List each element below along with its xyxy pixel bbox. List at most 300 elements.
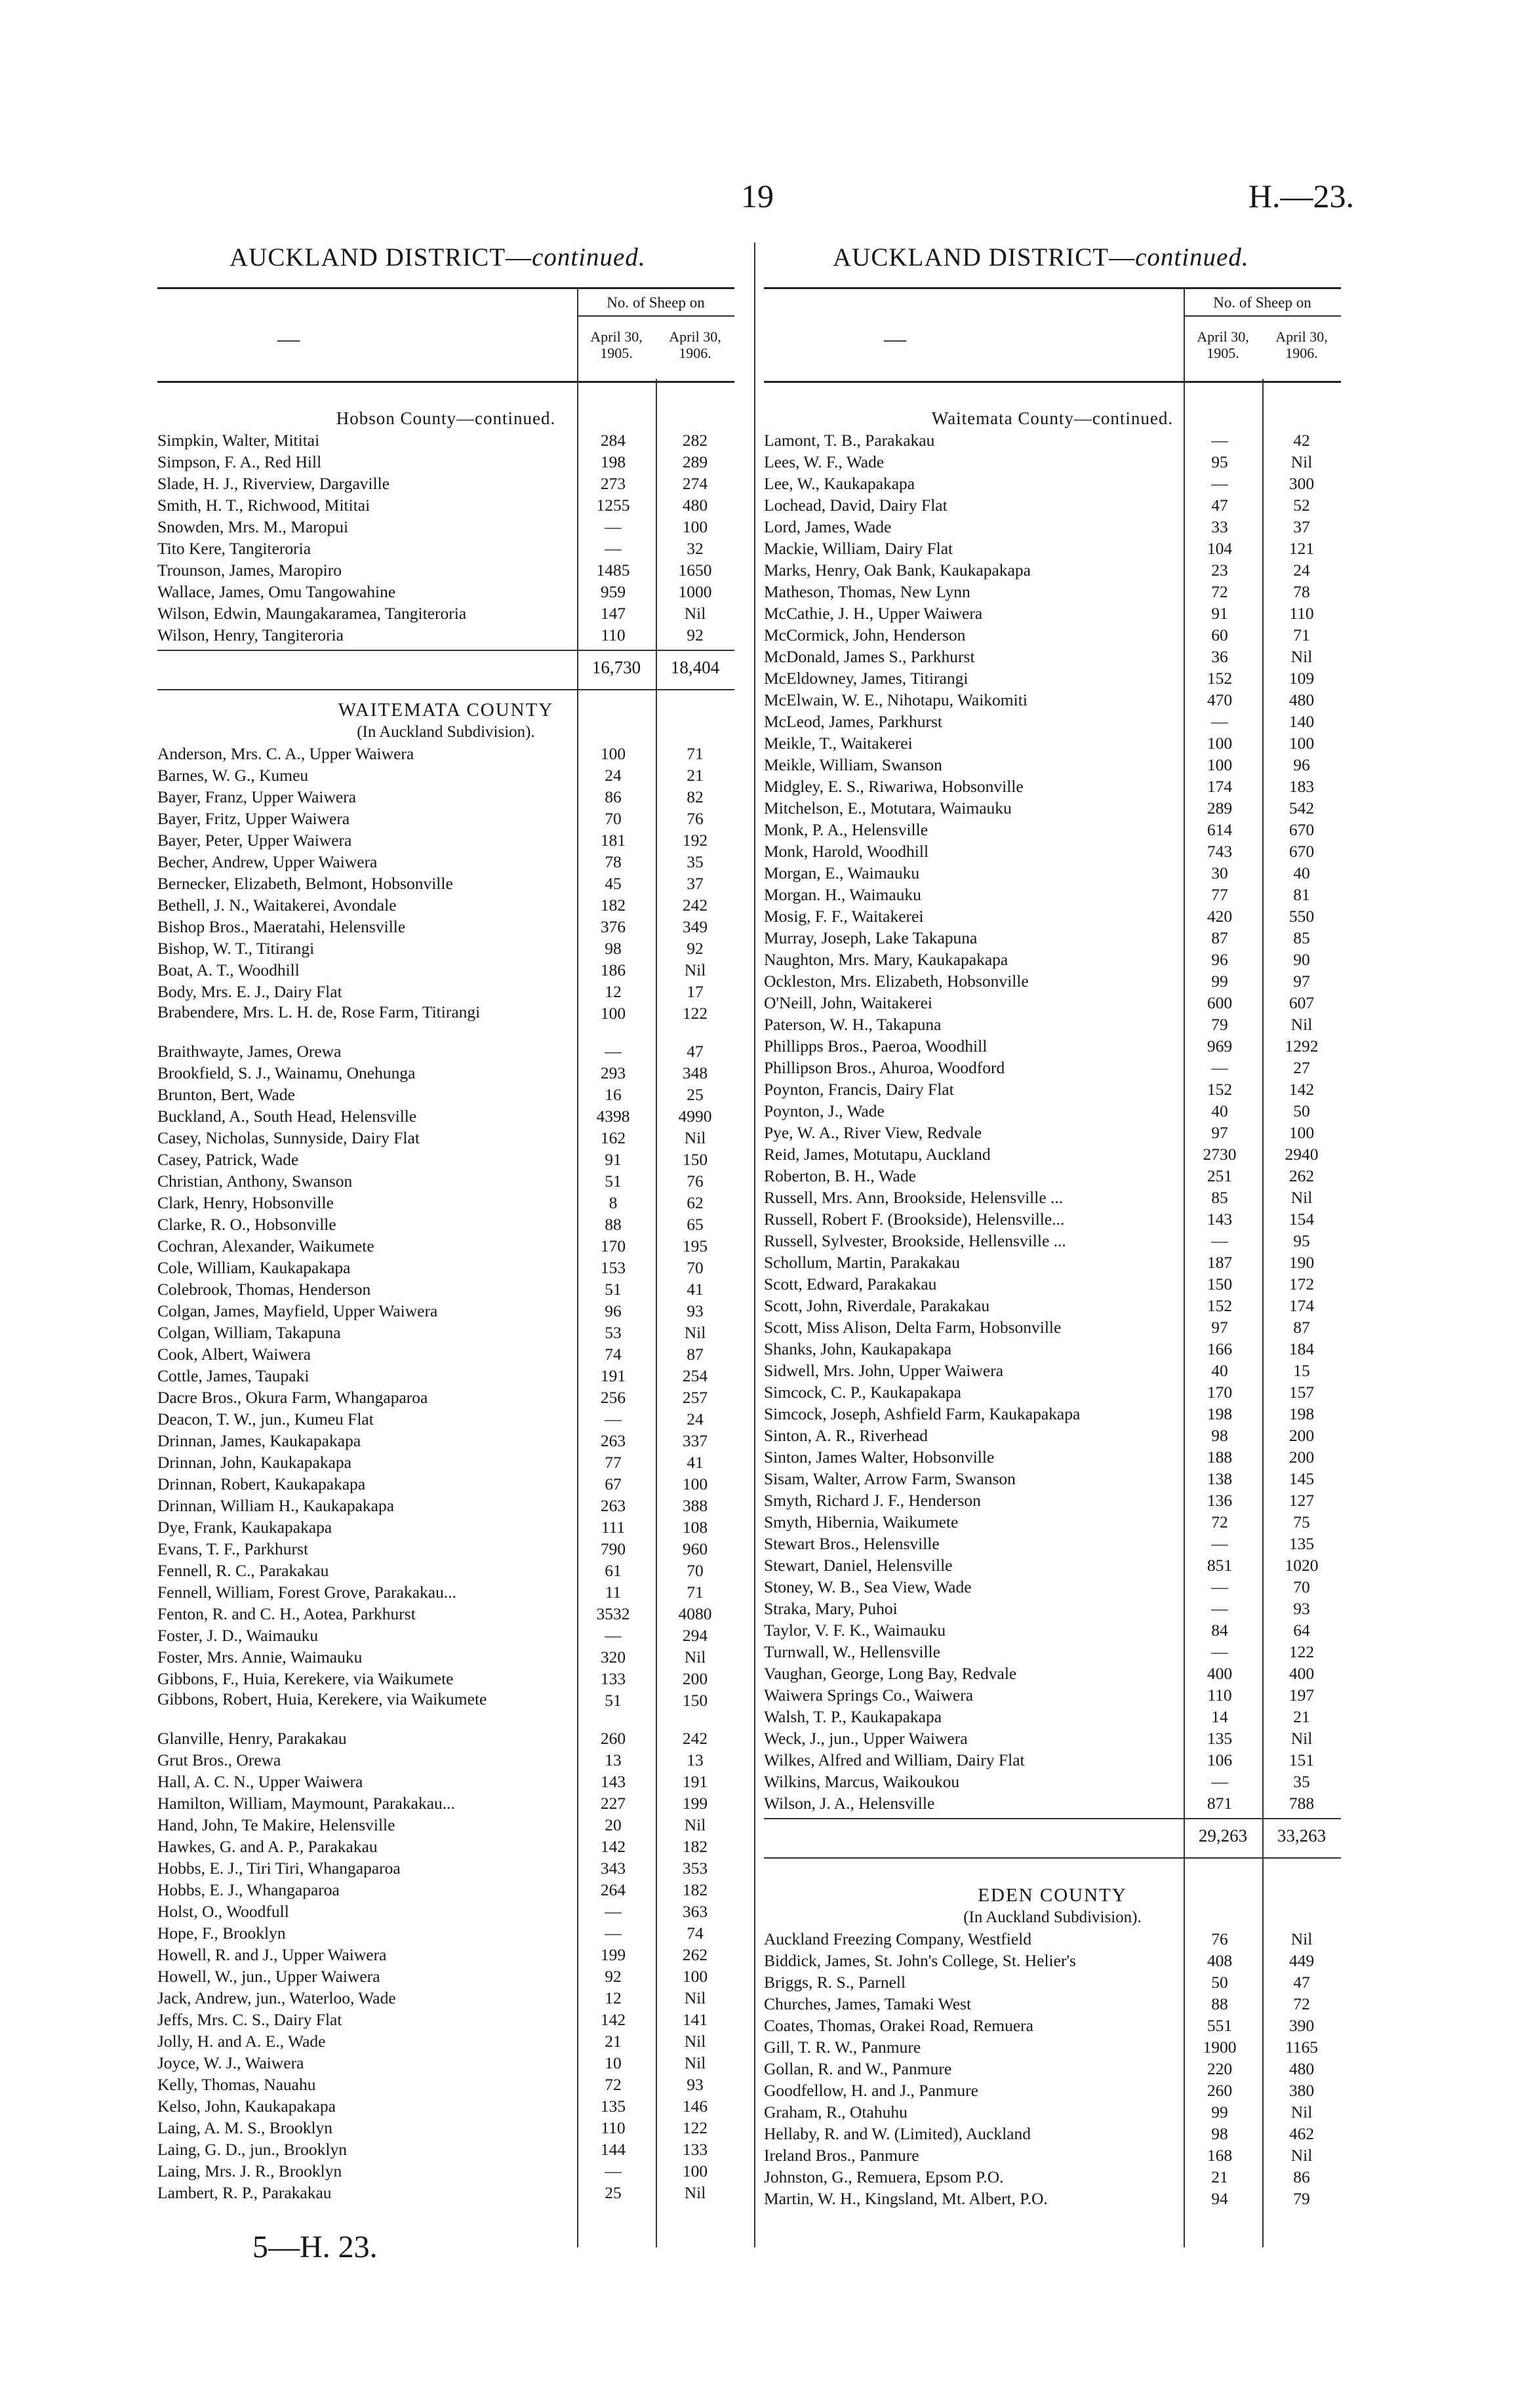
sheep-1905: 24	[605, 766, 622, 785]
owner-name: Johnston, G., Remuera, Epsom P.O.	[764, 2167, 1004, 2186]
right-header-sheep-on: No. of Sheep on	[1213, 294, 1311, 311]
sheep-1906: 670	[1288, 842, 1315, 861]
left-district-title	[230, 243, 646, 272]
owner-name: Walsh, T. P., Kaukapakapa	[764, 1707, 942, 1726]
sheep-1905: 40	[1211, 1101, 1228, 1120]
sheep-1906: Nil	[1290, 1729, 1313, 1748]
owner-name: Hawkes, G. and A. P., Parakakau	[157, 1837, 378, 1856]
owner-name: Laing, Mrs. J. R., Brooklyn	[157, 2161, 342, 2181]
sheep-1906: 79	[1293, 2189, 1310, 2208]
sheep-1905: 1485	[596, 561, 630, 580]
table-row	[157, 1365, 734, 1387]
table-row	[157, 764, 734, 786]
table-row	[157, 1473, 734, 1495]
owner-name: Smyth, Richard J. F., Henderson	[764, 1491, 981, 1510]
owner-name: O'Neill, John, Waitakerei	[764, 993, 933, 1012]
sheep-1905: —	[1211, 431, 1228, 450]
table-row	[764, 1208, 1341, 1230]
sheep-1905: 87	[1211, 928, 1228, 947]
table-row	[764, 1706, 1341, 1727]
sheep-1906: 71	[687, 744, 704, 763]
sheep-1906: 37	[687, 874, 704, 893]
table-row	[764, 1425, 1341, 1446]
table-row	[157, 1002, 734, 1040]
sheep-1905: 11	[605, 1583, 622, 1602]
left-header-col2-a: April 30,	[669, 328, 721, 345]
sheep-1905: 20	[605, 1815, 622, 1834]
sheep-1906: Nil	[1290, 647, 1313, 666]
table-row	[764, 2036, 1341, 2058]
table-row	[764, 1792, 1341, 1814]
owner-name: Anderson, Mrs. C. A., Upper Waiwera	[157, 744, 414, 763]
sheep-1905: 88	[1211, 1994, 1228, 2013]
sheep-1906: 607	[1288, 993, 1315, 1012]
owner-name: Lee, W., Kaukapakapa	[764, 474, 915, 493]
owner-name: Hall, A. C. N., Upper Waiwera	[157, 1772, 363, 1791]
waitemata-total-row	[764, 1818, 1341, 1859]
table-row	[764, 862, 1341, 884]
sheep-1905: —	[1211, 1534, 1228, 1553]
sheep-1906: 145	[1288, 1469, 1315, 1488]
owner-name: Casey, Patrick, Wade	[157, 1150, 299, 1169]
sheep-1906: 86	[1293, 2167, 1310, 2186]
sheep-1906: 157	[1288, 1383, 1315, 1402]
sheep-1905: 77	[605, 1453, 622, 1472]
sheep-1906: 133	[682, 2140, 708, 2159]
left-district-continued: continued.	[532, 243, 646, 271]
sheep-1905: 53	[605, 1323, 622, 1342]
owner-name: Slade, H. J., Riverview, Dargaville	[157, 474, 390, 493]
owner-name: Body, Mrs. E. J., Dairy Flat	[157, 982, 342, 1001]
owner-name: Meikle, T., Waitakerei	[764, 734, 913, 753]
sheep-1906: 1165	[1285, 2038, 1319, 2057]
sheep-1905: 45	[605, 874, 622, 893]
sheep-1905: 790	[600, 1539, 626, 1558]
owner-name: Pye, W. A., River View, Redvale	[764, 1123, 982, 1142]
sheep-1905: 138	[1207, 1469, 1233, 1488]
table-row	[764, 1273, 1341, 1295]
sheep-1906: 190	[1288, 1253, 1315, 1272]
table-row	[764, 689, 1341, 711]
sheep-1906: 282	[682, 431, 708, 450]
left-column-table	[157, 287, 734, 2203]
sheep-1906: 93	[687, 2075, 704, 2094]
owner-name: Wilkins, Marcus, Waikoukou	[764, 1772, 960, 1791]
sheep-1905: 400	[1207, 1664, 1233, 1683]
sheep-1905: 147	[600, 604, 626, 623]
table-row	[764, 1749, 1341, 1771]
sheep-1905: 85	[1211, 1188, 1228, 1207]
table-row	[764, 2166, 1341, 2188]
sheep-1905: 143	[1207, 1210, 1233, 1229]
owner-name: Hamilton, William, Maymount, Parakakau...	[157, 1794, 455, 1813]
owner-name: McEldowney, James, Titirangi	[764, 669, 969, 688]
sheep-1905: 182	[600, 896, 626, 915]
table-row	[157, 1879, 734, 1901]
sheep-1905: 198	[600, 452, 626, 471]
owner-name: Stoney, W. B., Sea View, Wade	[764, 1577, 972, 1596]
sheep-1906: 27	[1293, 1058, 1310, 1077]
sheep-1906: 78	[1293, 582, 1310, 601]
sheep-1906: 480	[682, 496, 708, 515]
sheep-1905: 143	[600, 1772, 626, 1791]
owner-name: Stewart Bros., Helensville	[764, 1534, 940, 1553]
owner-name: Schollum, Martin, Parakakau	[764, 1253, 960, 1272]
sheep-1905: 198	[1207, 1404, 1233, 1423]
owner-name: Evans, T. F., Parkhurst	[157, 1539, 309, 1558]
owner-name: Lambert, R. P., Parakakau	[157, 2183, 332, 2202]
sheep-1906: 35	[687, 852, 704, 871]
owner-name: Sidwell, Mrs. John, Upper Waiwera	[764, 1361, 1004, 1380]
owner-name: Martin, W. H., Kingsland, Mt. Albert, P.O.	[764, 2189, 1048, 2208]
right-district-continued: continued.	[1135, 243, 1249, 271]
sheep-1905: —	[1211, 1772, 1228, 1791]
sheep-1905: 188	[1207, 1448, 1233, 1467]
eden-rows	[764, 1928, 1341, 2209]
sheep-1905: 187	[1207, 1253, 1233, 1272]
sheep-1906: 150	[682, 1691, 708, 1710]
sheep-1906: 75	[1293, 1512, 1310, 1531]
sheep-1906: 47	[687, 1042, 704, 1061]
table-row	[157, 1192, 734, 1214]
sheep-1905: 289	[1207, 799, 1233, 818]
table-row	[764, 754, 1341, 776]
sheep-1905: 152	[1207, 1080, 1233, 1099]
table-row	[764, 646, 1341, 667]
sheep-1905: 10	[605, 2053, 622, 2072]
sheep-1905: 30	[1211, 863, 1228, 882]
table-row	[157, 1814, 734, 1836]
table-row	[157, 916, 734, 938]
sheep-1906: 550	[1288, 907, 1315, 926]
table-row	[764, 473, 1341, 494]
sheep-1906: 184	[1288, 1339, 1315, 1358]
sheep-1906: Nil	[684, 2183, 706, 2202]
sheep-1905: 95	[1211, 452, 1228, 471]
table-row	[764, 1993, 1341, 2015]
sheep-1906: 172	[1288, 1274, 1315, 1293]
owner-name: Barnes, W. G., Kumeu	[157, 766, 309, 785]
right-header-col-1906	[1262, 328, 1341, 361]
sheep-1906: 2940	[1285, 1145, 1319, 1164]
sheep-1906: 542	[1288, 799, 1315, 818]
sheep-1905: 153	[600, 1258, 626, 1277]
table-row	[764, 1727, 1341, 1749]
owner-name: Simcock, C. P., Kaukapakapa	[764, 1383, 961, 1402]
sheep-1905: 251	[1207, 1166, 1233, 1185]
sheep-1905: 76	[1211, 1929, 1228, 1948]
table-row	[764, 1100, 1341, 1122]
table-row	[764, 1035, 1341, 1057]
sheep-1906: Nil	[1290, 2146, 1313, 2165]
sheep-1906: 90	[1293, 950, 1310, 969]
owner-name: Stewart, Daniel, Helensville	[764, 1556, 953, 1575]
owner-name: Russell, Mrs. Ann, Brookside, Helensville ...	[764, 1188, 1064, 1207]
table-row	[764, 732, 1341, 754]
owner-name: Foster, J. D., Waimauku	[157, 1626, 319, 1645]
sheep-1906: 21	[687, 766, 704, 785]
table-row	[157, 1603, 734, 1625]
owner-name: Shanks, John, Kaukapakapa	[764, 1339, 952, 1358]
sheep-1906: 97	[1293, 972, 1310, 991]
sheep-1906: 17	[687, 982, 704, 1001]
owner-name: Colgan, William, Takapuna	[157, 1323, 341, 1342]
sheep-1905: 135	[1207, 1729, 1233, 1748]
table-row	[157, 2074, 734, 2095]
table-row	[157, 1625, 734, 1646]
table-row	[764, 2188, 1341, 2209]
table-row	[764, 1663, 1341, 1684]
owner-name: Marks, Henry, Oak Bank, Kaukapakapa	[764, 561, 1031, 580]
sheep-1906: 390	[1288, 2016, 1315, 2035]
left-rule-mid-col	[656, 379, 657, 2247]
sheep-1906: 87	[1293, 1318, 1310, 1337]
owner-name: Coates, Thomas, Orakei Road, Remuera	[764, 2016, 1033, 2035]
owner-name: Lees, W. F., Wade	[764, 452, 885, 471]
table-row	[764, 1928, 1341, 1950]
owner-name: Deacon, T. W., jun., Kumeu Flat	[157, 1410, 374, 1429]
sheep-1906: Nil	[684, 2032, 706, 2051]
owner-name: Howell, R. and J., Upper Waiwera	[157, 1945, 387, 1964]
owner-name: Briggs, R. S., Parnell	[764, 1973, 906, 1992]
table-row	[157, 1214, 734, 1235]
owner-name: Bayer, Peter, Upper Waiwera	[157, 831, 352, 850]
sheep-1905: 23	[1211, 561, 1228, 580]
table-row	[157, 1451, 734, 1473]
left-header-col-1906	[656, 328, 734, 361]
owner-name: Casey, Nicholas, Sunnyside, Dairy Flat	[157, 1128, 420, 1147]
table-row	[764, 797, 1341, 819]
owner-name: Jolly, H. and A. E., Wade	[157, 2032, 326, 2051]
owner-name: Vaughan, George, Long Bay, Redvale	[764, 1664, 1017, 1683]
hobson-county-heading: Hobson County—continued.	[336, 408, 556, 428]
sheep-1906: 70	[687, 1258, 704, 1277]
sheep-1905: 98	[1211, 1426, 1228, 1445]
table-row	[157, 1387, 734, 1408]
sheep-1906: 449	[1288, 1951, 1315, 1970]
table-row	[157, 959, 734, 981]
sheep-1906: 71	[687, 1583, 704, 1602]
sheep-1905: —	[1211, 1577, 1228, 1596]
sheep-1905: —	[605, 1410, 622, 1429]
right-header-dash: —	[884, 327, 906, 351]
table-row	[764, 1468, 1341, 1490]
table-row	[157, 786, 734, 808]
owner-name: Fennell, William, Forest Grove, Parakakau...	[157, 1583, 456, 1602]
table-row	[157, 2009, 734, 2030]
sheep-1906: 62	[687, 1193, 704, 1212]
owner-name: Bishop Bros., Maeratahi, Helensville	[157, 917, 406, 936]
sheep-1905: 614	[1207, 820, 1233, 839]
table-row	[157, 624, 734, 646]
sheep-1906: 82	[687, 787, 704, 806]
sheep-1906: 87	[687, 1345, 704, 1364]
table-row	[157, 938, 734, 959]
right-header-col-1905	[1184, 328, 1262, 361]
owner-name: McLeod, James, Parkhurst	[764, 712, 942, 731]
footer-reference: 5—H. 23.	[252, 2230, 378, 2264]
owner-name: Monk, Harold, Woodhill	[764, 842, 929, 861]
sheep-1906: Nil	[684, 1323, 706, 1342]
table-row	[764, 1511, 1341, 1533]
table-row	[764, 1381, 1341, 1403]
right-header-col1-b: 1905.	[1207, 345, 1239, 361]
owner-name: Scott, John, Riverdale, Parakakau	[764, 1296, 990, 1315]
sheep-1906: Nil	[1290, 2102, 1313, 2122]
owner-name: Biddick, James, St. John's College, St. Helier's	[764, 1951, 1076, 1970]
sheep-1905: 61	[605, 1561, 622, 1580]
table-row	[764, 927, 1341, 949]
sheep-1906: 42	[1293, 431, 1310, 450]
owner-name: Sinton, James Walter, Hobsonville	[764, 1448, 995, 1467]
owner-name: Gibbons, F., Huia, Kerekere, via Waikumete	[157, 1669, 454, 1688]
hobson-total-1906: 18,404	[670, 658, 720, 677]
table-row	[157, 1495, 734, 1516]
table-row	[157, 602, 734, 624]
sheep-1906: 93	[1293, 1599, 1310, 1618]
owner-name: Cottle, James, Taupaki	[157, 1366, 310, 1385]
table-row	[764, 1316, 1341, 1338]
table-row	[764, 2123, 1341, 2144]
sheep-1906: 135	[1288, 1534, 1315, 1553]
sheep-1905: —	[605, 1626, 622, 1645]
hobson-total-row	[157, 650, 734, 690]
table-row	[764, 949, 1341, 970]
sheep-1905: 99	[1211, 972, 1228, 991]
table-row	[157, 1965, 734, 1987]
page-reference: H.—23.	[1248, 178, 1354, 214]
sheep-1905: 96	[1211, 950, 1228, 969]
owner-name: Dacre Bros., Okura Farm, Whangaparoa	[157, 1388, 428, 1407]
owner-name: Scott, Miss Alison, Delta Farm, Hobsonville	[764, 1318, 1062, 1337]
waitemata-total-1905: 29,263	[1198, 1826, 1248, 1845]
table-row	[764, 1360, 1341, 1381]
left-header-col2-b: 1906.	[679, 345, 711, 361]
sheep-1905: 186	[600, 960, 626, 979]
sheep-1905: 150	[1207, 1274, 1233, 1293]
table-row	[764, 970, 1341, 992]
sheep-1906: Nil	[684, 1648, 706, 1667]
sheep-1906: 64	[1293, 1621, 1310, 1640]
sheep-1905: 100	[600, 744, 626, 763]
owner-name: Becher, Andrew, Upper Waiwera	[157, 852, 378, 871]
sheep-1905: 144	[600, 2140, 626, 2159]
sheep-1906: 65	[687, 1215, 704, 1234]
sheep-1905: 97	[1211, 1123, 1228, 1142]
left-header-col1-b: 1905.	[600, 345, 633, 361]
sheep-1906: 142	[1288, 1080, 1315, 1099]
sheep-1905: 111	[601, 1518, 626, 1537]
sheep-1905: 91	[1211, 604, 1228, 623]
table-row	[157, 1944, 734, 1965]
sheep-1906: Nil	[684, 1128, 706, 1147]
sheep-1905: 3532	[596, 1604, 630, 1623]
table-row	[764, 1252, 1341, 1273]
table-row	[157, 2160, 734, 2182]
owner-name: Hobbs, E. J., Whangaparoa	[157, 1880, 340, 1899]
table-row	[157, 429, 734, 451]
sheep-1905: 227	[600, 1794, 626, 1813]
hobson-rows	[157, 429, 734, 646]
sheep-1905: 260	[1207, 2081, 1233, 2100]
sheep-1905: 284	[600, 431, 626, 450]
table-row	[157, 1040, 734, 1062]
sheep-1906: 122	[682, 2118, 708, 2137]
owner-name: Hobbs, E. J., Tiri Tiri, Whangaparoa	[157, 1859, 401, 1878]
table-row	[764, 1057, 1341, 1078]
sheep-1906: 200	[682, 1669, 708, 1688]
sheep-1905: 79	[1211, 1015, 1228, 1034]
owner-name: Snowden, Mrs. M., Maropui	[157, 517, 349, 536]
table-row	[764, 1014, 1341, 1035]
sheep-1905: 77	[1211, 885, 1228, 904]
sheep-1906: 15	[1293, 1361, 1310, 1380]
table-row	[157, 1922, 734, 1944]
owner-name: Mackie, William, Dairy Flat	[764, 539, 953, 558]
owner-name: Gollan, R. and W., Panmure	[764, 2059, 952, 2078]
table-row	[764, 776, 1341, 797]
sheep-1906: Nil	[1290, 1929, 1313, 1948]
sheep-1906: 388	[682, 1496, 708, 1515]
table-row	[157, 808, 734, 829]
table-row	[157, 1857, 734, 1879]
table-row	[764, 884, 1341, 905]
owner-name: Simpkin, Walter, Mititai	[157, 431, 320, 450]
sheep-1905: —	[605, 517, 622, 536]
owner-name: Lamont, T. B., Parakakau	[764, 431, 935, 450]
sheep-1906: 1292	[1285, 1036, 1319, 1056]
table-row	[157, 1322, 734, 1343]
owner-name: Gibbons, Robert, Huia, Kerekere, via Waikumete	[157, 1689, 487, 1708]
owner-name: McDonald, James S., Parkhurst	[764, 647, 975, 666]
table-row	[157, 1560, 734, 1581]
sheep-1906: 1020	[1285, 1556, 1319, 1575]
table-row	[764, 602, 1341, 624]
owner-name: Monk, P. A., Helensville	[764, 820, 929, 839]
sheep-1906: 93	[687, 1301, 704, 1320]
sheep-1906: 74	[687, 1924, 704, 1943]
owner-name: Tito Kere, Tangiteroria	[157, 539, 311, 558]
sheep-1905: 50	[1211, 1973, 1228, 1992]
left-rule-name-col	[577, 287, 578, 2247]
table-row	[157, 829, 734, 851]
sheep-1906: 363	[682, 1902, 708, 1921]
sheep-1905: 72	[605, 2075, 622, 2094]
owner-name: Meikle, William, Swanson	[764, 755, 942, 774]
table-row	[764, 429, 1341, 451]
owner-name: Wilson, J. A., Helensville	[764, 1794, 935, 1813]
sheep-1906: 300	[1288, 474, 1315, 493]
sheep-1906: 37	[1293, 517, 1310, 536]
owner-name: Ockleston, Mrs. Elizabeth, Hobsonville	[764, 972, 1029, 991]
sheep-1905: 72	[1211, 1512, 1228, 1531]
owner-name: Buckland, A., South Head, Helensville	[157, 1107, 417, 1126]
table-row	[157, 473, 734, 494]
table-row	[764, 2058, 1341, 2080]
sheep-1905: —	[605, 1924, 622, 1943]
sheep-1905: —	[605, 1902, 622, 1921]
sheep-1906: Nil	[684, 604, 706, 623]
sheep-1905: 92	[605, 1967, 622, 1986]
owner-name: Ireland Bros., Panmure	[764, 2146, 919, 2165]
table-row	[157, 2139, 734, 2160]
owner-name: Drinnan, William H., Kaukapakapa	[157, 1496, 395, 1515]
table-row	[157, 1792, 734, 1814]
sheep-1906: 52	[1293, 496, 1310, 515]
center-divider	[754, 243, 755, 2247]
owner-name: Jeffs, Mrs. C. S., Dairy Flat	[157, 2010, 342, 2029]
owner-name: Poynton, Francis, Dairy Flat	[764, 1080, 954, 1099]
